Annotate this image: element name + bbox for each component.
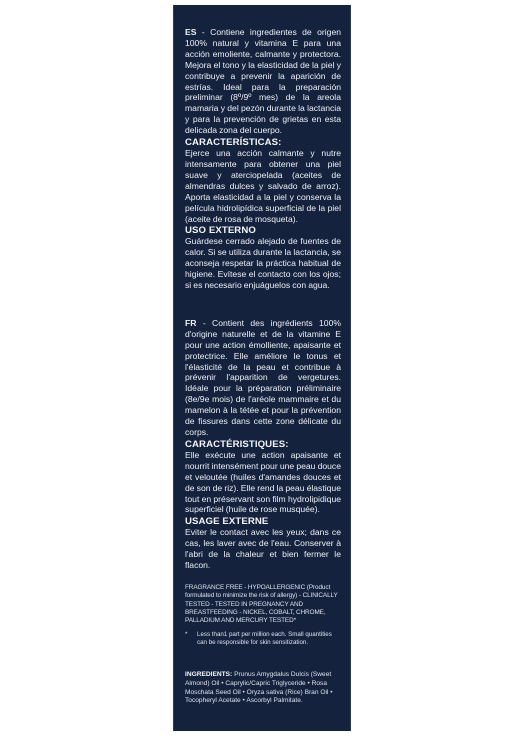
spanish-intro: [185, 27, 341, 136]
spanish-characteristics-heading: CARACTERÍSTICAS:: [185, 137, 282, 149]
panel-right-edge: [350, 5, 351, 731]
french-characteristics-heading: CARACTÉRISTIQUES:: [185, 438, 289, 450]
legal-claims-text: FRAGRANCE FREE - HYPOALLERGENIC (Product formulated to minimize the risk of allergy) - CLINICALLY TESTED - TESTED IN PREGNANCY AND BREASTFEEDING - NICKEL, COBALT, CHROME, PALLADIUM AND MERCURY TESTED*: [185, 583, 338, 625]
spanish-section: [185, 27, 341, 291]
french-external-use-heading: USAGE EXTERNE: [185, 516, 269, 528]
panel-left-edge: [173, 5, 174, 731]
footnote: [185, 631, 341, 647]
french-intro-text: - Contient des ingrédients 100% d'origine naturelle et de la vitamine E pour une action émolliente, apaisante et protectrice. Elle améliore le tonus et l'élasticité de la peau et contribue à prévenir l'apparition de vergetures. Idéale pour la préparation préliminaire (8e/9e mois) de l'aréole mammaire et du mamelon à la tétée et pour la prévention de fissures dans cette zone délicate du corps.: [185, 317, 341, 437]
french-intro: [185, 318, 341, 438]
french-characteristics-text: Elle exécute une action apaisante et nourrit intensément pour une peau douce et veloutée (huiles d'amandes douces et de son de riz). Elle rend la peau élastique tout en préservant son film hydrolipidique superficiel (huile de rose musquée).: [185, 449, 341, 515]
product-label-panel: [173, 5, 351, 731]
french-external-use-text: Eviter le contact avec les yeux; dans ce cas, les laver avec de l'eau. Conserver à l'abri de la chaleur et bien fermer le flacon.: [185, 527, 341, 571]
ingredients-list: [185, 671, 341, 705]
ingredients-text: Prunus Amygdalus Dulcis (Sweet Almond) Oil • Caprylic/Capric Triglyceride • Rosa Moschata Seed Oil • Oryza sativa (Rice) Bran Oil • Tocopheryl Acetate • Ascorbyl Palmitate.: [185, 671, 333, 705]
spanish-intro-text: - Contiene ingredientes de origen 100% natural y vitamina E para una acción emoliente, calmante y protectora. Mejora el tono y la elasticidad de la piel y contribuye a prevenir la aparición de estrías. Ideal para la preparación preliminar (8º/9º mes) de la areola mamaria y del pezón durante la lactancia y para la prevención de grietas en esta delicada zona del cuerpo.: [185, 27, 341, 136]
french-section: [185, 318, 341, 571]
french-language-code: FR: [185, 317, 197, 328]
footnote-text: Less than1 part per million each. Small quantities can be responsible for skin sensitization.: [197, 631, 332, 647]
footnote-asterisk: *: [185, 631, 188, 639]
ingredients-label: INGREDIENTS:: [185, 671, 233, 679]
spanish-external-use-heading: USO EXTERNO: [185, 225, 256, 237]
spanish-language-code: ES: [185, 27, 197, 37]
spanish-characteristics-text: Ejerce una acción calmante y nutre intensamente para obtener una piel suave y aterciopelada (aceites de almendras dulces y salvado de arroz). Aporta elasticidad a la piel y conserva la película hidrolipídica superficial de la piel (aceite de rosa de mosqueta).: [185, 148, 341, 224]
spanish-external-use-text: Guárdese cerrado alejado de fuentes de calor. Si se utiliza durante la lactancia, se aconseja respetar la práctica habitual de higiene. Evítese el contacto con los ojos; si es necesario enjuáguelos con agua.: [185, 236, 341, 291]
